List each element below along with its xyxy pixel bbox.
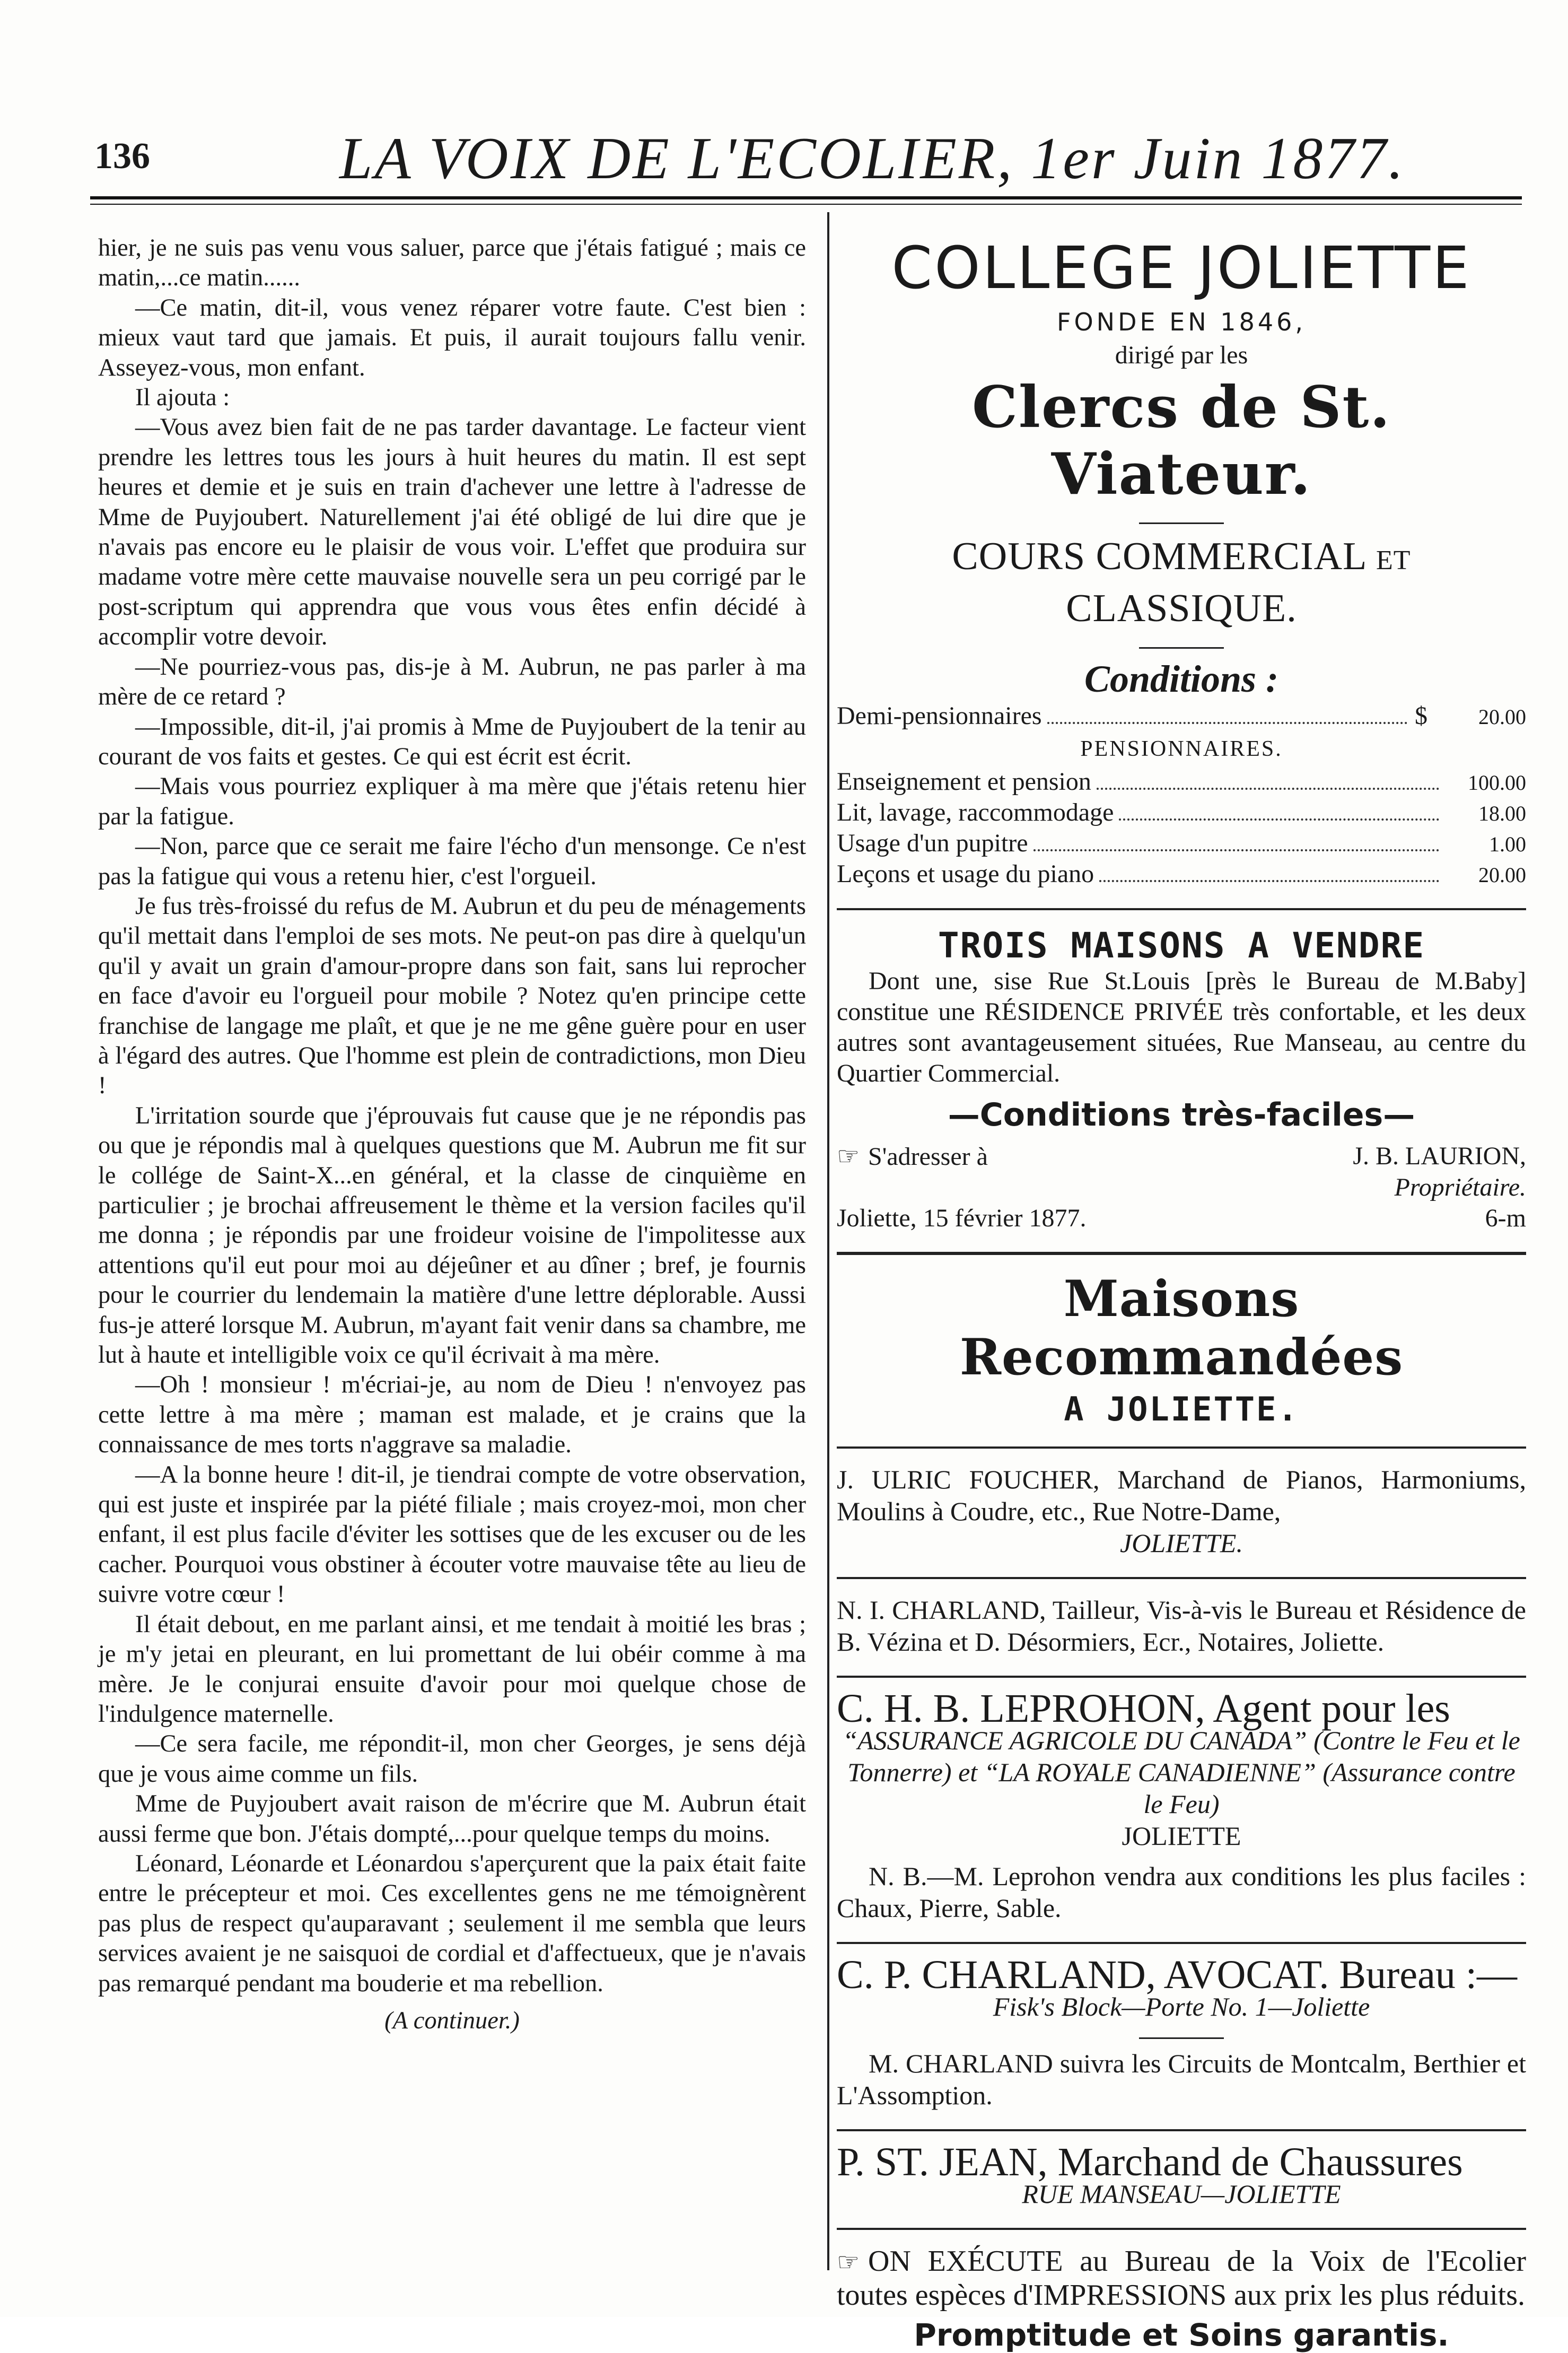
page-number: 136 [94, 136, 150, 177]
story-paragraph: —Mais vous pourriez expliquer à ma mère que j'étais retenu hier par la fatigue. [98, 773, 806, 830]
ad-stjean: P. ST. JEAN, Marchand de Chaussures [837, 2140, 1463, 2184]
fee-price: 20.00 [1478, 705, 1526, 729]
to-be-continued: (A continuer.) [384, 2007, 520, 2034]
story-paragraph: L'irritation sourde que j'éprouvais fut cause que je ne répondis pas ou que je répondis mal à quelques questions que M. Aubrun me fit sur le collége de Saint-X...en général, et la classe de cinquième en particulier ; je brochai affreusement le thème et la version faciles qu'il me donna ; je répondis par une froideur voisine de l'impolitesse aux attentions qu'il eut pour moi au déjeûner et au dîner ; bref, je fournis pour le courrier du lendemain la matière d'une lettre déplorable. Aussi fus-je atteré lorsque M. Aubrun, m'ayant fait venir dans sa chambre, me lut à haute et intelligible voix ce qu'il écrivait à ma mère. [98, 1102, 806, 1369]
story-paragraph: —Oh ! monsieur ! m'écriai-je, au nom de Dieu ! n'envoyez pas cette lettre à ma mère ; maman est malade, et je crains que la connaissance de mes torts n'aggrave sa maladie. [98, 1371, 806, 1459]
story-paragraph: Je fus très-froissé du refus de M. Aubrun et du peu de ménagements qu'il mettait dans l'emploi de ses mots. Ne peut-on pas dire à quelqu'un qu'il y avait un grain d'amour-propre dans son fait, sans lui reprocher en face d'avoir eu l'orgueil pour mobile ? Notez qu'en principe cette franchise de langage me plaît, et que je ne me gêne guère pour en user à l'égard des autres. Que l'homme est plein de contradictions, mon Dieu ! [98, 892, 806, 1100]
recommended-houses-subtitle: A JOLIETTE. [1064, 1390, 1299, 1428]
ad-leprohon-city: JOLIETTE [1122, 1821, 1241, 1851]
fee-label: Lit, lavage, raccommodage [837, 798, 1114, 826]
story-paragraph: Mme de Puyjoubert avait raison de m'écrire que M. Aubrun était aussi ferme que bon. J'étais dompté,...pour quelque temps du moins. [98, 1790, 806, 1847]
story-paragraph: —Ne pourriez-vous pas, dis-je à M. Aubrun, ne pas parler à ma mère de ce retard ? [98, 653, 806, 711]
courses-commercial: COURS COMMERCIAL [952, 535, 1366, 578]
advertisement-column [837, 223, 1526, 2353]
column-divider [827, 212, 829, 2270]
section-rule [837, 1577, 1526, 1579]
fee-price: 20.00 [1478, 863, 1526, 887]
contact-title-row [837, 1172, 1526, 1203]
houses-for-sale-title: TROIS MAISONS A VENDRE [938, 925, 1425, 966]
story-paragraph: —Ce sera facile, me répondit-il, mon cher Georges, je sens déjà que je vous aime comme un fils. [98, 1730, 806, 1788]
story-paragraph: —Vous avez bien fait de ne pas tarder davantage. Le facteur vient prendre les lettres tous les jours à huit heures du matin. Il est sept heures et demie et je suis en train d'achever une lettre à l'adresse de Mme de Puyjoubert. Naturellement j'ai été obligé de lui dire que je n'avais pas encore eu le plaisir de vous voir. L'effet que produira sur madame votre mère cette mauvaise nouvelle sera un peu corrigé par le post-scriptum qui apprendra que vous vous êtes enfin décidé à accomplir votre devoir. [98, 414, 806, 651]
ad-leprohon-companies: “ASSURANCE AGRICOLE DU CANADA” (Contre le Feu et le Tonnerre) et “LA ROYALE CANADIENNE” (Assurance contre le Feu) [843, 1725, 1520, 1819]
recommended-houses-title: Maisons Recommandées [959, 1270, 1404, 1387]
conditions-title: Conditions : [1084, 658, 1279, 700]
story-paragraph: —Ce matin, dit-il, vous venez réparer votre faute. C'est bien : mieux vaut tard que jamais. Et puis, il aurait toujours fallu venir. Asseyez-vous, mon enfant. [98, 294, 806, 381]
section-rule [837, 1252, 1526, 1255]
divider [1139, 522, 1224, 524]
ad-foucher-city: JOLIETTE. [1120, 1528, 1243, 1558]
ad-code: 6-m [1485, 1204, 1526, 1232]
section-rule [837, 1942, 1526, 1944]
leader-dots [1097, 788, 1439, 790]
college-title: COLLEGE JOLIETTE [891, 234, 1471, 302]
address-label: S'adresser à [868, 1143, 988, 1171]
story-paragraph: Léonard, Léonarde et Léonardou s'aperçurent que la paix était faite entre le précepteur et moi. Ces excellentes gens ne me témoignèrent pas plus de respect qu'auparavant ; seulement il me sembla que leurs services avaient je ne saisquoi de cordial et d'affectueux, que je n'avais pas remarqué pendant ma bouderie et ma rebellion. [98, 1850, 806, 1997]
leader-dots [1033, 849, 1439, 851]
fee-price: 18.00 [1478, 801, 1526, 825]
fee-label: Usage d'un pupitre [837, 829, 1028, 857]
fee-label: Demi-pensionnaires [837, 702, 1042, 730]
section-rule [837, 1676, 1526, 1678]
divider [1139, 647, 1224, 649]
fee-row-demi [837, 701, 1526, 732]
college-directed-by: dirigé par les [1115, 341, 1248, 369]
ad-date: Joliette, 15 février 1877. [837, 1204, 1087, 1232]
college-founded: FONDE EN 1846, [1057, 308, 1306, 336]
houses-description: Dont une, sise Rue St.Louis [près le Bureau de M.Baby] constitue une RÉSIDENCE PRIVÉE très confortable, et les deux autres sont avantageusement situées, Rue Manseau, au centre du Quartier Commercial. [837, 967, 1526, 1087]
ad-impressions [837, 2245, 1526, 2312]
ad-foucher: J. ULRIC FOUCHER, Marchand de Pianos, Harmoniums, Moulins à Coudre, etc., Rue Notre-Dame, [837, 1465, 1526, 1526]
college-order: Clercs de St. Viateur. [971, 374, 1391, 508]
ad-leprohon-name: C. H. B. LEPROHON, Agent pour les [837, 1686, 1450, 1731]
section-rule [837, 908, 1526, 910]
header-rule [90, 196, 1522, 199]
story-paragraph: —A la bonne heure ! dit-il, je tiendrai compte de votre observation, qui est juste et inspirée par la piété filiale ; mais croyez-moi, mon cher enfant, il est plus facile d'éviter les sottises que de les excuser ou de les cacher. Pourquoi vous obstiner à écouter votre mauvaise tête au lieu de suivre votre cœur ! [98, 1461, 806, 1608]
story-paragraph: —Non, parce que ce serait me faire l'écho d'un mensonge. Ce n'est pas la fatigue qui vous a retenu hier, c'est l'orgueil. [98, 833, 806, 890]
section-rule [837, 2129, 1526, 2131]
divider [1139, 2037, 1224, 2039]
fee-row [837, 829, 1526, 859]
fee-price: 1.00 [1489, 832, 1526, 856]
college-courses [837, 533, 1526, 632]
courses-classique: CLASSIQUE. [1066, 587, 1297, 630]
fee-row [837, 767, 1526, 798]
ad-charland-tailleur: N. I. CHARLAND, Tailleur, Vis-à-vis le Bureau et Résidence de B. Vézina et D. Désormiers, Ecr., Notaires, Joliette. [837, 1595, 1526, 1657]
contact-row [837, 1141, 1526, 1172]
ad-charland-avocat: C. P. CHARLAND, AVOCAT. Bureau :— [837, 1953, 1517, 1997]
pensionnaires-header: PENSIONNAIRES. [1080, 737, 1283, 761]
fee-label: Enseignement et pension [837, 768, 1091, 796]
story-paragraph: Il ajouta : [135, 384, 230, 412]
masthead-title: LA VOIX DE L'ECOLIER, 1er Juin 1877. [339, 126, 1406, 191]
leader-dots [1119, 818, 1439, 821]
story-paragraph: —Impossible, dit-il, j'ai promis à Mme de Puyjoubert de la tenir au courant de vos faits et gestes. Ce qui est écrit est écrit. [98, 713, 806, 770]
promptitude-line: Promptitude et Soins garantis. [914, 2317, 1449, 2353]
contact-title: Propriétaire. [1394, 1173, 1526, 1201]
fee-row [837, 798, 1526, 829]
story-paragraph: hier, je ne suis pas venu vous saluer, parce que j'étais fatigué ; mais ce matin,...ce matin...... [98, 234, 806, 292]
impressions-text: ON EXÉCUTE au Bureau de la Voix de l'Ecolier toutes espèces d'IMPRESSIONS aux prix les plus réduits. [837, 2245, 1526, 2312]
pointing-hand-icon: ☞ [837, 2247, 860, 2277]
date-row [837, 1203, 1526, 1234]
courses-et: ET [1376, 545, 1411, 576]
story-paragraph: Il était debout, en me parlant ainsi, et me tendait à moitié les bras ; je m'y jetai en pleurant, en lui promettant de lui obéir comme à ma mère. Je le conjurai ensuite d'avoir pour moi quelque chose de l'indulgence maternelle. [98, 1610, 806, 1728]
currency: $ [1415, 702, 1427, 730]
ad-charland-note: M. CHARLAND suivra les Circuits de Montcalm, Berthier et L'Assomption. [837, 2049, 1526, 2110]
story-column [98, 233, 806, 2036]
section-rule [837, 2228, 1526, 2230]
leader-dots [1099, 880, 1439, 882]
ad-stjean-address: RUE MANSEAU—JOLIETTE [1022, 2179, 1341, 2209]
fee-row [837, 859, 1526, 890]
section-rule [837, 1446, 1526, 1449]
fee-label: Leçons et usage du piano [837, 860, 1094, 888]
ad-charland-address: Fisk's Block—Porte No. 1—Joliette [993, 1992, 1370, 2021]
contact-name: J. B. LAURION, [1353, 1142, 1526, 1170]
fee-price: 100.00 [1468, 771, 1526, 795]
address-line [837, 1141, 988, 1172]
ad-leprohon-note: N. B.—M. Leprohon vendra aux conditions les plus faciles : Chaux, Pierre, Sable. [837, 1861, 1526, 1923]
header-rule-thin [90, 204, 1522, 205]
leader-dots [1047, 722, 1407, 724]
pointing-hand-icon: ☞ [837, 1141, 860, 1171]
easy-conditions: —Conditions très-faciles— [948, 1096, 1415, 1134]
